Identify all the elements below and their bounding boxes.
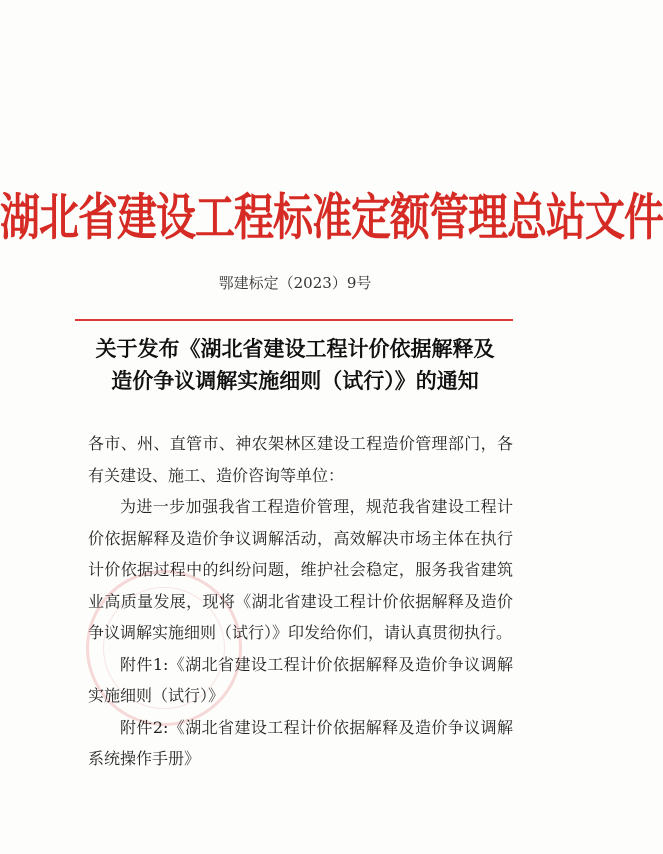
document-number: 鄂建标定（2023）9号 (218, 274, 372, 292)
issuer-header-title: 湖北省建设工程标准定额管理总站文件 (0, 189, 663, 247)
body-paragraph: 为进一步加强我省工程造价管理，规范我省建设工程计价依据解释及造价争议调解活动，高效解决市场主体在执行计价依据过程中的纠纷问题，维护社会稳定，服务我省建筑业高质量发展，现将《湖北省建设工程计价依据解释及造价争议调解实施细则（试行）》印发给你们，请认真贯彻执行。 (88, 497, 513, 642)
red-divider-line (75, 319, 513, 321)
salutation: 各市、州、直管市、神农架林区建设工程造价管理部门，各有关建设、施工、造价咨询等单位： (88, 434, 513, 485)
attachment-1[interactable]: 附件1:《湖北省建设工程计价依据解释及造价争议调解实施细则（试行）》 (88, 654, 513, 705)
notice-title (60, 333, 530, 397)
notice-title-line-1: 关于发布《湖北省建设工程计价依据解释及 (95, 336, 495, 361)
notice-title-line-2: 造价争议调解实施细则（试行）》的通知 (111, 368, 479, 393)
attachment-2[interactable]: 附件2:《湖北省建设工程计价依据解释及造价争议调解系统操作手册》 (88, 717, 513, 768)
document-body (88, 428, 513, 775)
